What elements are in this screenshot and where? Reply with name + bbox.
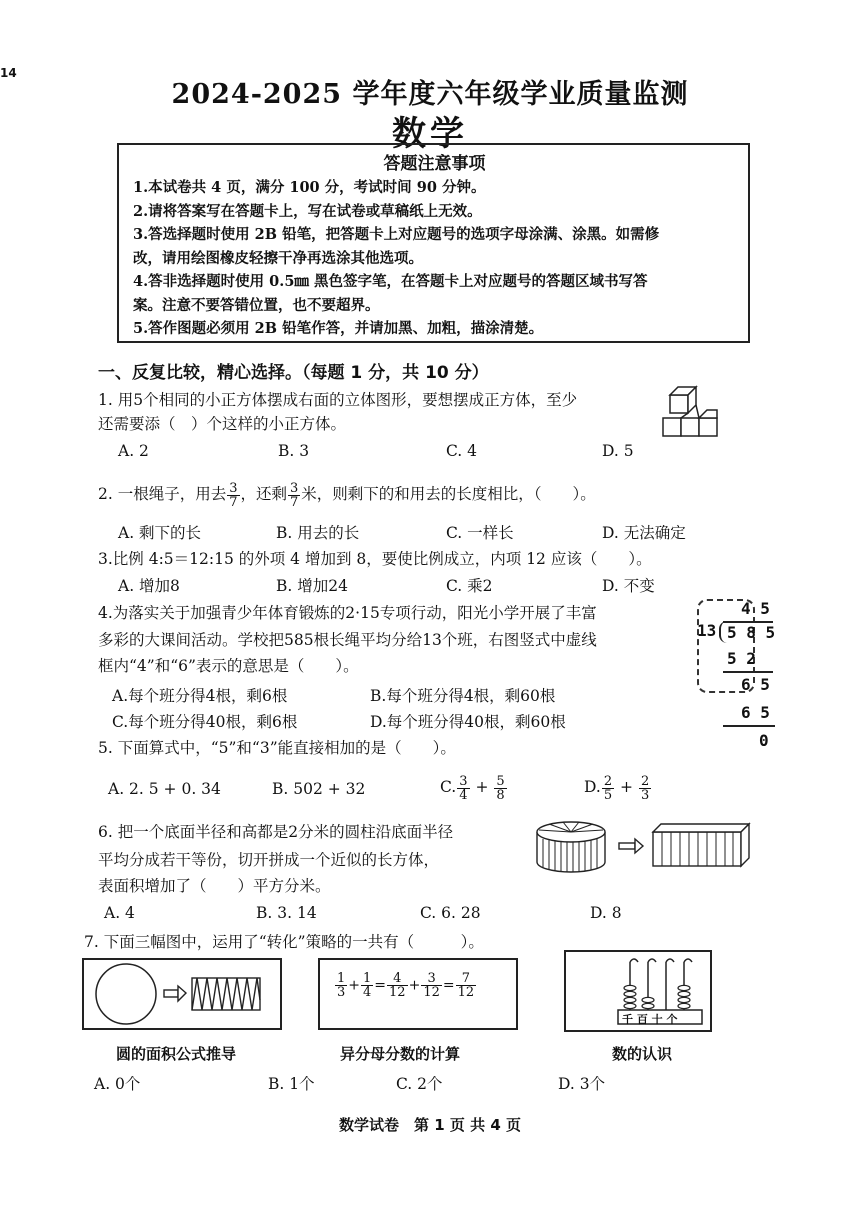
q5-option-b: B. 502 + 32 [272,780,366,798]
fraction: $\frac{3}{4}$ [459,773,468,803]
q7-caption-2: 异分母分数的计算 [340,1045,461,1063]
notice-item: 案。注意不要答错位置，也不要超界。 [133,296,380,314]
q1-option-b: B. 3 [278,442,310,460]
q4-text-line1: 4.为落实关于加强青少年体育锻炼的2·15专项行动，阳光小学开展了丰富 [98,604,597,622]
cylinder-to-cuboid-figure [535,818,755,874]
q3-option-d: D. 不变 [602,577,655,595]
q5-option-a: A. 2. 5 + 0. 34 [108,780,221,798]
abacus-place-labels: 千 百 十 个 [622,1013,678,1026]
q2-text-part2: ，还剩 [240,485,288,503]
q2-option-d: D. 无法确定 [602,524,686,542]
q6-option-c: C. 6. 28 [420,904,481,922]
fraction: $\frac{2}{5}$ [603,773,613,803]
q4-option-d: D.每个班分得40根，剩60根 [370,713,566,731]
q6-option-a: A. 4 [104,904,135,922]
q6-text-line3: 表面积增加了（ ）平方分米。 [98,877,331,895]
fraction: $\frac{3}{7}$ [229,480,238,510]
fraction: $\frac{5}{8}$ [496,773,505,803]
q3-option-b: B. 增加24 [276,577,348,595]
notice-item: 4.答非选择题时使用 0.5㎜ 黑色签字笔，在答题卡上对应题号的答题区域书写答 [133,273,648,290]
q4-option-a: A.每个班分得4根，剩6根 [112,687,288,705]
notice-item: 改，请用绘图橡皮轻擦干净再选涂其他选项。 [133,249,423,267]
q7-option-d: D. 3个 [558,1075,606,1093]
q2-text-part3: 米，则剩下的和用去的长度相比，（ ）。 [301,485,596,503]
q2-text-part1: 2. 一根绳子，用去 [98,485,227,503]
q4-option-b: B.每个班分得4根，剩60根 [370,687,556,705]
notice-box [117,143,750,343]
q7-caption-1: 圆的面积公式推导 [116,1045,237,1063]
q3-option-c: C. 乘2 [446,577,493,595]
q7-option-c: C. 2个 [396,1075,443,1093]
q3-text: 3.比例 4:5＝12:15 的外项 4 增加到 8，要使比例成立，内项 12 应该（ ）。 [98,550,652,568]
notice-item: 3.答选择题时使用 2B 铅笔，把答题卡上对应题号的选项字母涂满、涂黑。如需修 [133,226,660,243]
fraction: $\frac{3}{7}$ [290,480,299,510]
page-corner-number: 14 [0,66,17,80]
q7-option-b: B. 1个 [268,1075,315,1093]
q2-option-c: C. 一样长 [446,524,514,542]
q5-option-c: C. $\frac{3}{4}$ + $\frac{5}{8}$ [440,773,505,803]
fraction: $\frac{4}{12}$ [389,971,406,1000]
fraction: $\frac{7}{12}$ [457,971,475,1000]
division-bracket [719,621,727,643]
q7-caption-3: 数的认识 [612,1045,673,1063]
q1-text-line1: 1. 用5个相同的小正方体摆成右面的立体图形，要想摆成正方体，至少 [98,391,578,409]
fraction: $\frac{1}{3}$ [337,971,346,1000]
cube-stack-figure [660,383,720,439]
division-step2: 6 5 [741,703,770,722]
division-divisor: 13 [697,621,717,640]
q1-option-c: C. 4 [446,442,478,460]
q4-text-line2: 多彩的大课间活动。学校把585根长绳平均分给13个班，右图竖式中虚线 [98,631,597,649]
division-dividend: 5 8 5 [727,623,776,642]
q1-option-a: A. 2 [118,442,149,460]
division-remainder2: 0 [759,731,769,750]
section-heading: 一、反复比较，精心选择。（每题 1 分，共 10 分） [98,363,489,383]
fraction-equation: $\frac{1}{3}$ + $\frac{1}{4}$ = $\frac{4}{12}$ + $\frac{3}{12}$ = $\frac{7}{12}$ [337,971,475,1000]
q7-text: 7. 下面三幅图中，运用了“转化”策略的一共有（ ）。 [84,933,484,951]
division-line [723,671,773,673]
division-line [723,725,775,727]
q2-text [98,478,596,510]
q6-option-b: B. 3. 14 [256,904,317,922]
q6-text-line1: 6. 把一个底面半径和高都是2分米的圆柱沿底面半径 [98,823,454,841]
q5-option-d: D. $\frac{2}{5}$ + $\frac{2}{3}$ [584,773,650,803]
subject-title: 数学 [392,114,468,154]
notice-item: 1.本试卷共 4 页，满分 100 分，考试时间 90 分钟。 [133,179,486,196]
long-division-figure [695,597,785,757]
division-step1: 5 2 [727,649,756,668]
notice-title: 答题注意事项 [383,154,486,174]
q2-option-a: A. 剩下的长 [118,524,202,542]
notice-item: 5.答作图题必须用 2B 铅笔作答，并请加黑、加粗，描涂清楚。 [133,320,544,337]
q1-text-line2: 还需要添（ ）个这样的小正方体。 [98,415,347,433]
circle-to-rectangle-diagram [84,960,280,1028]
fraction: $\frac{3}{12}$ [423,971,440,1000]
q4-text-line3: 框内“4”和“6”表示的意思是（ ）。 [98,657,359,675]
division-quotient: 4 5 [741,599,770,618]
q6-option-d: D. 8 [590,904,622,922]
q1-option-d: D. 5 [602,442,634,460]
q2-option-b: B. 用去的长 [276,524,360,542]
exam-title: 2024-2025 学年度六年级学业质量监测 [171,79,689,110]
q4-option-c: C.每个班分得40根，剩6根 [112,713,298,731]
fraction: $\frac{1}{4}$ [363,971,372,1000]
q7-picture-abacus [564,950,712,1032]
q5-text: 5. 下面算式中，“5”和“3”能直接相加的是（ ）。 [98,739,456,757]
q7-picture-fraction-sum [318,958,518,1030]
fraction: $\frac{2}{3}$ [640,773,650,803]
q7-picture-circle-area [82,958,282,1030]
notice-item: 2.请将答案写在答题卡上，写在试卷或草稿纸上无效。 [133,202,482,220]
q7-option-a: A. 0个 [94,1075,141,1093]
page-footer: 数学试卷 第 1 页 共 4 页 [339,1116,521,1134]
q6-text-line2: 平均分成若干等份，切开拼成一个近似的长方体， [98,851,440,869]
q3-option-a: A. 增加8 [118,577,180,595]
division-remainder1: 6 5 [741,675,770,694]
